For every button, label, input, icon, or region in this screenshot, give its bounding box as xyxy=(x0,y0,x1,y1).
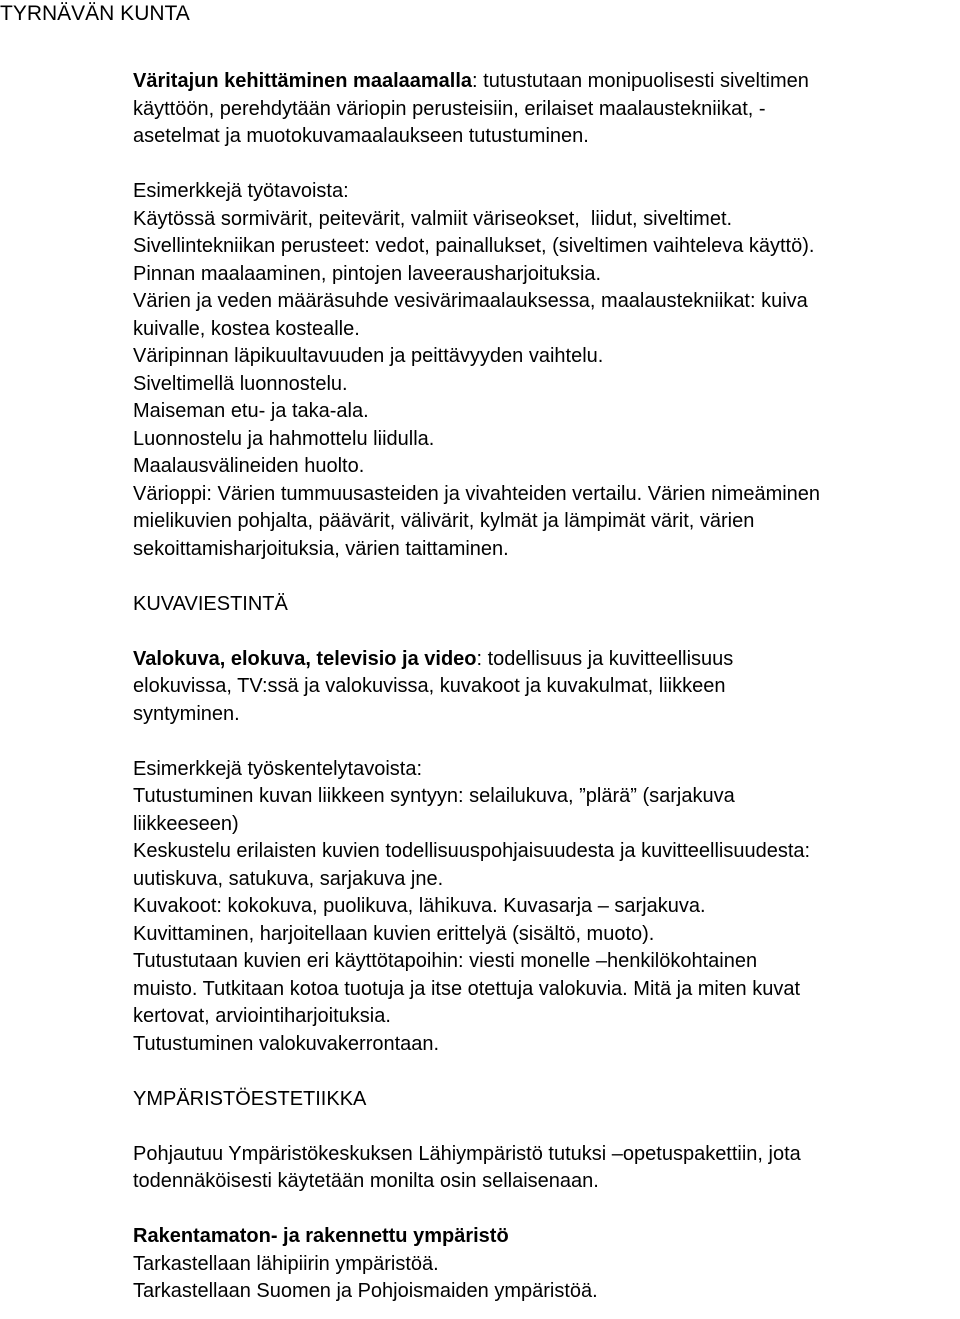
paragraph-line: uutiskuva, satukuva, sarjakuva jne. xyxy=(133,867,444,890)
section-ymparistoestetiikka xyxy=(133,1086,960,1306)
paragraph-line: sekoittamisharjoituksia, värien taittaminen. xyxy=(133,537,509,560)
paragraph-line: Pinnan maalaaminen, pintojen laveerausharjoituksia. xyxy=(133,262,602,285)
section-working-examples xyxy=(133,756,960,1059)
paragraph-line: Siveltimellä luonnostelu. xyxy=(133,372,348,395)
paragraph-line: muisto. Tutkitaan kotoa tuotuja ja itse otettuja valokuvia. Mitä ja miten kuvat xyxy=(133,977,801,1000)
paragraph-line: Esimerkkejä työskentelytavoista: xyxy=(133,757,423,780)
paragraph-line: Tutustuminen valokuvakerrontaan. xyxy=(133,1032,440,1055)
paragraph-line: Esimerkkejä työtavoista: xyxy=(133,180,349,202)
paragraph-line: mielikuvien pohjalta, päävärit, välivärit, kylmät ja lämpimät värit, värien xyxy=(133,510,755,532)
paragraph-line: Luonnostelu ja hahmottelu liidulla. xyxy=(133,427,435,450)
paragraph-line: Värien ja veden määräsuhde vesivärimaalauksessa, maalaustekniikat: kuiva xyxy=(133,290,808,312)
section-work-examples xyxy=(133,178,960,563)
paragraph-line: elokuvissa, TV:ssä ja valokuvissa, kuvakoot ja kuvakulmat, liikkeen xyxy=(133,675,726,697)
section-heading: KUVAVIESTINTÄ xyxy=(133,592,288,615)
paragraph-line: Väritajun kehittäminen maalaamalla: tutustutaan monipuolisesti siveltimen xyxy=(133,70,809,92)
paragraph-line: Kuvakoot: kokokuva, puolikuva, lähikuva. Kuvasarja – sarjakuva. xyxy=(133,895,706,917)
paragraph-line: Pohjautuu Ympäristökeskuksen Lähiympäristö tutuksi –opetuspakettiin, jota xyxy=(133,1142,801,1165)
paragraph-line: todennäköisesti käytetään monilta osin sellaisenaan. xyxy=(133,1170,599,1192)
section-heading: YMPÄRISTÖESTETIIKKA xyxy=(133,1087,367,1110)
subsection-heading: Rakentamaton- ja rakennettu ympäristö xyxy=(133,1225,509,1247)
section-color-painting xyxy=(133,68,960,151)
paragraph-line: asetelmat ja muotokuvamaalaukseen tutustuminen. xyxy=(133,125,589,147)
paragraph-line: Tarkastellaan Suomen ja Pohjoismaiden ympäristöä. xyxy=(133,1280,598,1302)
paragraph-line: Sivellintekniikan perusteet: vedot, painallukset, (siveltimen vaihteleva käyttö). xyxy=(133,235,815,257)
paragraph-line: Maalausvälineiden huolto. xyxy=(133,455,365,477)
paragraph-line: Tutustutaan kuvien eri käyttötapoihin: viesti monelle –henkilökohtainen xyxy=(133,950,758,972)
paragraph-line: Väripinnan läpikuultavuuden ja peittävyyden vaihtelu. xyxy=(133,345,604,367)
paragraph-line: Maiseman etu- ja taka-ala. xyxy=(133,400,369,422)
paragraph-line: Kuvittaminen, harjoitellaan kuvien erittelyä (sisältö, muoto). xyxy=(133,922,655,945)
paragraph-line: Tarkastellaan lähipiirin ympäristöä. xyxy=(133,1252,439,1275)
section-kuvaviestinta xyxy=(133,591,960,729)
paragraph-line: Valokuva, elokuva, televisio ja video: todellisuus ja kuvitteellisuus xyxy=(133,647,734,670)
paragraph-line: kertovat, arviointiharjoituksia. xyxy=(133,1005,391,1027)
municipality-header: TYRNÄVÄN KUNTA xyxy=(0,2,190,25)
paragraph-line: syntyminen. xyxy=(133,702,240,725)
paragraph-line: Käytössä sormivärit, peitevärit, valmiit väriseokset, liidut, siveltimet. xyxy=(133,207,733,230)
paragraph-line: Keskustelu erilaisten kuvien todellisuuspohjaisuudesta ja kuvitteellisuudesta: xyxy=(133,840,811,862)
topic-heading-bold: Valokuva, elokuva, televisio ja video xyxy=(133,647,477,670)
paragraph-line: käyttöön, perehdytään väriopin perusteisiin, erilaiset maalaustekniikat, - xyxy=(133,97,766,120)
document-body xyxy=(133,68,960,1306)
paragraph-line: Värioppi: Värien tummuusasteiden ja vivahteiden vertailu. Värien nimeäminen xyxy=(133,482,821,505)
paragraph-line: liikkeeseen) xyxy=(133,812,239,835)
paragraph-line: Tutustuminen kuvan liikkeen syntyyn: selailukuva, ”plärä” (sarjakuva xyxy=(133,785,735,807)
paragraph-line: kuivalle, kostea kostealle. xyxy=(133,317,360,340)
topic-heading-bold: Väritajun kehittäminen maalaamalla xyxy=(133,70,473,92)
